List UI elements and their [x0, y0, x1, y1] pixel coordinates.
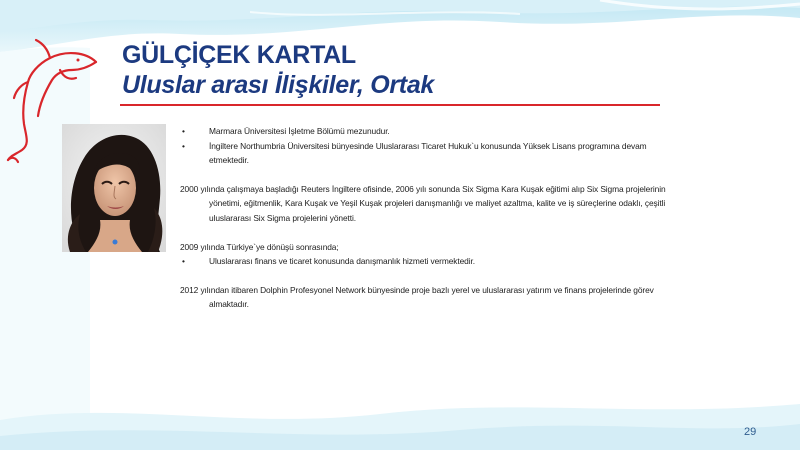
bio-text — [180, 124, 680, 312]
bio-education: Marmara Üniversitesi İşletme Bölümü mezunudur. — [209, 126, 390, 136]
bullet-icon: • — [182, 140, 185, 151]
bio-consulting: Uluslararası finans ve ticaret konusunda danışmanlık hizmeti vermektedir. — [209, 256, 475, 267]
bullet-icon: • — [182, 126, 185, 136]
title-name: GÜLÇİÇEK KARTAL — [122, 41, 356, 69]
list-item — [180, 254, 680, 269]
bio-reuters: 2000 yılında çalışmaya başladığı Reuters İngiltere ofisinde, 2006 yılı sonunda Six Sigma Kara Kuşak eğitimi alıp Six Sigma projelerinin yönetimi, eğitmenlik, Kara Kuşak ve Yeşil Kuşak projeleri danışmanlığı ve maliyet azaltma, kalite ve iş süreçlerine odaklı, çeşitli uluslararası Six Sigma projelerini yönetti. — [180, 183, 666, 223]
page-number: 29 — [744, 426, 757, 438]
bio-return: 2009 yılında Türkiye`ye dönüşü sonrasında; — [180, 241, 339, 252]
slide-title — [122, 40, 434, 100]
portrait-image — [62, 124, 166, 252]
bio-dolphin: 2012 yılından itibaren Dolphin Profesyonel Network bünyesinde proje bazlı yerel ve uluslararası yatırım ve finans projelerinde görev almaktadır. — [180, 284, 654, 310]
title-underline — [120, 104, 660, 106]
profile-photo — [62, 124, 166, 252]
list-item — [180, 124, 680, 139]
title-role: Uluslar arası İlişkiler, Ortak — [122, 71, 435, 99]
bullet-icon: • — [182, 256, 185, 267]
list-item — [180, 139, 680, 168]
bio-masters: İngiltere Northumbria Üniversitesi bünyesinde Uluslararası Ticaret Hukuk`u konusunda Yüksek Lisans programına devam etmektedir. — [209, 140, 647, 166]
